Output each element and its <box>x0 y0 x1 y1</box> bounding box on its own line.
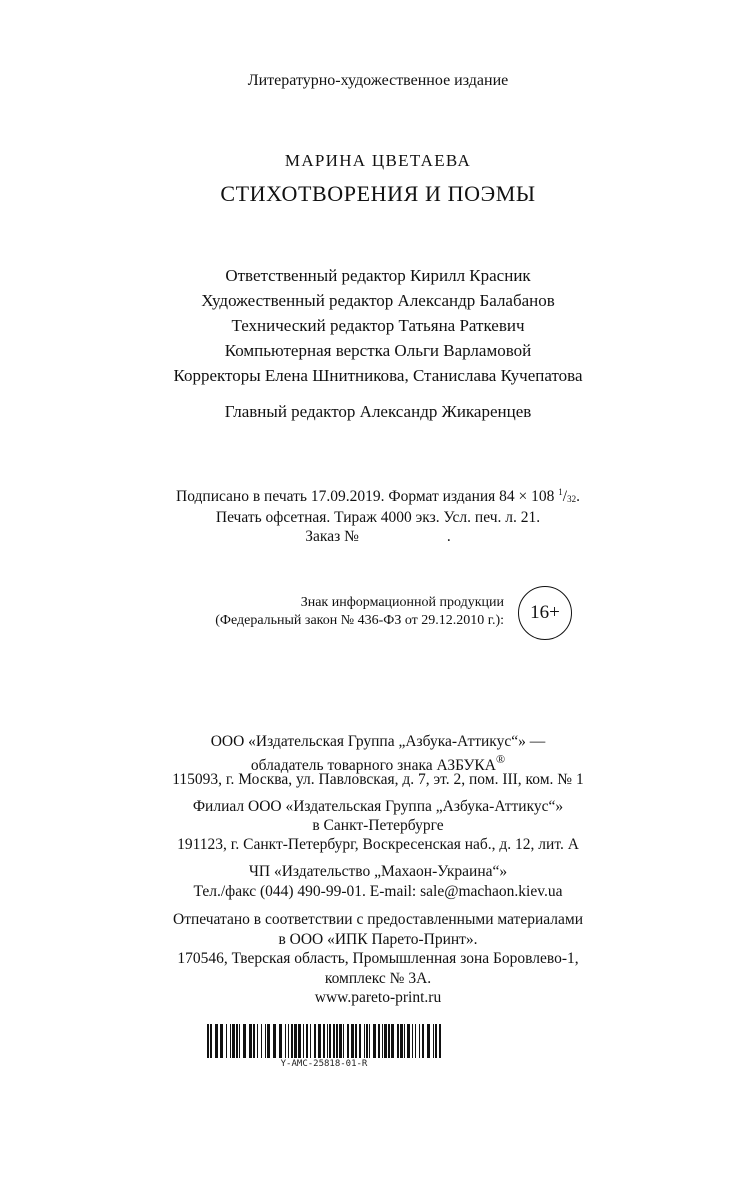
printer-line: Отпечатано в соответствии с предоставленными материалами <box>173 911 583 928</box>
credit-line: Художественный редактор Александр Балабанов <box>201 291 555 310</box>
barcode-bar <box>261 1024 262 1058</box>
barcode-bar <box>364 1024 365 1058</box>
barcode-bar <box>407 1024 410 1058</box>
order-end: . <box>446 528 451 545</box>
barcode-bar <box>239 1024 240 1058</box>
print-signed-line: Подписано в печать 17.09.2019. Формат издания 84 × 108 $^1/_{32}$. <box>176 487 580 505</box>
publisher-line: ООО «Издательская Группа „Азбука-Аттикус“» — <box>210 733 546 750</box>
barcode-bar <box>236 1024 238 1058</box>
age-rating-text: 16+ <box>530 602 560 623</box>
barcode-bar <box>253 1024 255 1058</box>
barcode-bar <box>232 1024 235 1058</box>
barcode <box>207 1024 441 1058</box>
chief-editor: Главный редактор Александр Жикаренцев <box>224 402 532 421</box>
barcode-bar <box>384 1024 387 1058</box>
barcode-text: Y-AMC-25818-01-R <box>280 1059 368 1069</box>
barcode-bar <box>333 1024 335 1058</box>
barcode-bar <box>267 1024 270 1058</box>
barcode-bar <box>355 1024 357 1058</box>
barcode-bar <box>359 1024 361 1058</box>
barcode-bar <box>433 1024 434 1058</box>
barcode-bar <box>314 1024 316 1058</box>
barcode-bar <box>303 1024 304 1058</box>
barcode-bar <box>422 1024 424 1058</box>
barcode-bar <box>378 1024 380 1058</box>
print-signed-text: Подписано в печать 17.09.2019. Формат издания 84 × 108 <box>176 488 559 505</box>
order-line <box>0 528 756 546</box>
barcode-bar <box>347 1024 349 1058</box>
barcode-bar <box>249 1024 252 1058</box>
barcode-bar <box>404 1024 405 1058</box>
barcode-bar <box>226 1024 227 1058</box>
ukraine-contact: Тел./факс (044) 490-99-01. E-mail: sale@machaon.kiev.ua <box>193 883 563 900</box>
info-sign-law-line: (Федеральный закон № 436-ФЗ от 29.12.2010 г.): <box>215 613 504 628</box>
barcode-bar <box>351 1024 354 1058</box>
edition-type: Литературно-художественное издание <box>247 72 509 89</box>
barcode-bar <box>391 1024 394 1058</box>
credit-line: Технический редактор Татьяна Раткевич <box>231 316 525 335</box>
credit-line: Корректоры Елена Шнитникова, Станислава Кучепатова <box>173 366 583 385</box>
barcode-bar <box>419 1024 420 1058</box>
barcode-bar <box>279 1024 282 1058</box>
format-fraction-denominator: 32 <box>567 494 577 504</box>
barcode-bar <box>207 1024 209 1058</box>
barcode-bar <box>336 1024 338 1058</box>
printer-address: 170546, Тверская область, Промышленная зона Боровлево-1, <box>177 950 579 967</box>
book-title: СТИХОТВОРЕНИЯ И ПОЭМЫ <box>220 181 536 206</box>
branch-address: 191123, г. Санкт-Петербург, Воскресенская наб., д. 12, лит. А <box>177 836 579 853</box>
barcode-bar <box>210 1024 212 1058</box>
credit-line: Ответственный редактор Кирилл Красник <box>225 266 531 285</box>
printer-website: www.pareto-print.ru <box>314 989 442 1006</box>
barcode-bar <box>382 1024 383 1058</box>
barcode-bar <box>288 1024 289 1058</box>
barcode-bar <box>397 1024 399 1058</box>
publisher-trademark-text: обладатель товарного знака АЗБУКА <box>250 757 496 774</box>
barcode-bar <box>329 1024 331 1058</box>
branch-line: в Санкт-Петербурге <box>312 817 444 834</box>
barcode-bar <box>310 1024 311 1058</box>
printer-address: комплекс № 3А. <box>324 970 432 987</box>
barcode-bar <box>323 1024 325 1058</box>
barcode-bar <box>343 1024 344 1058</box>
barcode-bar <box>306 1024 308 1058</box>
barcode-bar <box>285 1024 286 1058</box>
ukraine-line: ЧП «Издательство „Махаон-Украина“» <box>248 863 508 880</box>
barcode-bar <box>339 1024 342 1058</box>
barcode-bar <box>415 1024 416 1058</box>
barcode-bar <box>388 1024 390 1058</box>
barcode-bar <box>318 1024 321 1058</box>
barcode-bar <box>215 1024 218 1058</box>
author-name: МАРИНА ЦВЕТАЕВА <box>284 151 472 170</box>
barcode-bar <box>427 1024 430 1058</box>
format-fraction-numerator: 1 <box>558 487 563 497</box>
barcode-bar <box>265 1024 266 1058</box>
barcode-bar <box>435 1024 437 1058</box>
barcode-bar <box>273 1024 276 1058</box>
barcode-bar <box>294 1024 297 1058</box>
printer-line: в ООО «ИПК Парето-Принт». <box>278 931 478 948</box>
barcode-bar <box>291 1024 293 1058</box>
barcode-bar <box>230 1024 231 1058</box>
barcode-bar <box>400 1024 403 1058</box>
age-rating-badge <box>518 586 572 640</box>
order-label: Заказ № <box>305 528 359 545</box>
info-sign-line: Знак информационной продукции <box>300 595 504 610</box>
barcode-bar <box>220 1024 223 1058</box>
barcode-bar <box>412 1024 413 1058</box>
credit-line: Компьютерная верстка Ольги Варламовой <box>224 341 532 360</box>
barcode-bar <box>373 1024 376 1058</box>
barcode-bar <box>327 1024 328 1058</box>
barcode-bar <box>366 1024 368 1058</box>
registered-mark: ® <box>495 752 506 766</box>
branch-line: Филиал ООО «Издательская Группа „Азбука-Аттикус“» <box>192 798 564 815</box>
publisher-address: 115093, г. Москва, ул. Павловская, д. 7, эт. 2, пом. III, ком. № 1 <box>172 771 584 788</box>
barcode-bar <box>369 1024 370 1058</box>
print-run-line: Печать офсетная. Тираж 4000 экз. Усл. печ. л. 21. <box>215 509 541 526</box>
barcode-bar <box>298 1024 301 1058</box>
barcode-bar <box>257 1024 258 1058</box>
barcode-bar <box>439 1024 441 1058</box>
barcode-bar <box>243 1024 246 1058</box>
